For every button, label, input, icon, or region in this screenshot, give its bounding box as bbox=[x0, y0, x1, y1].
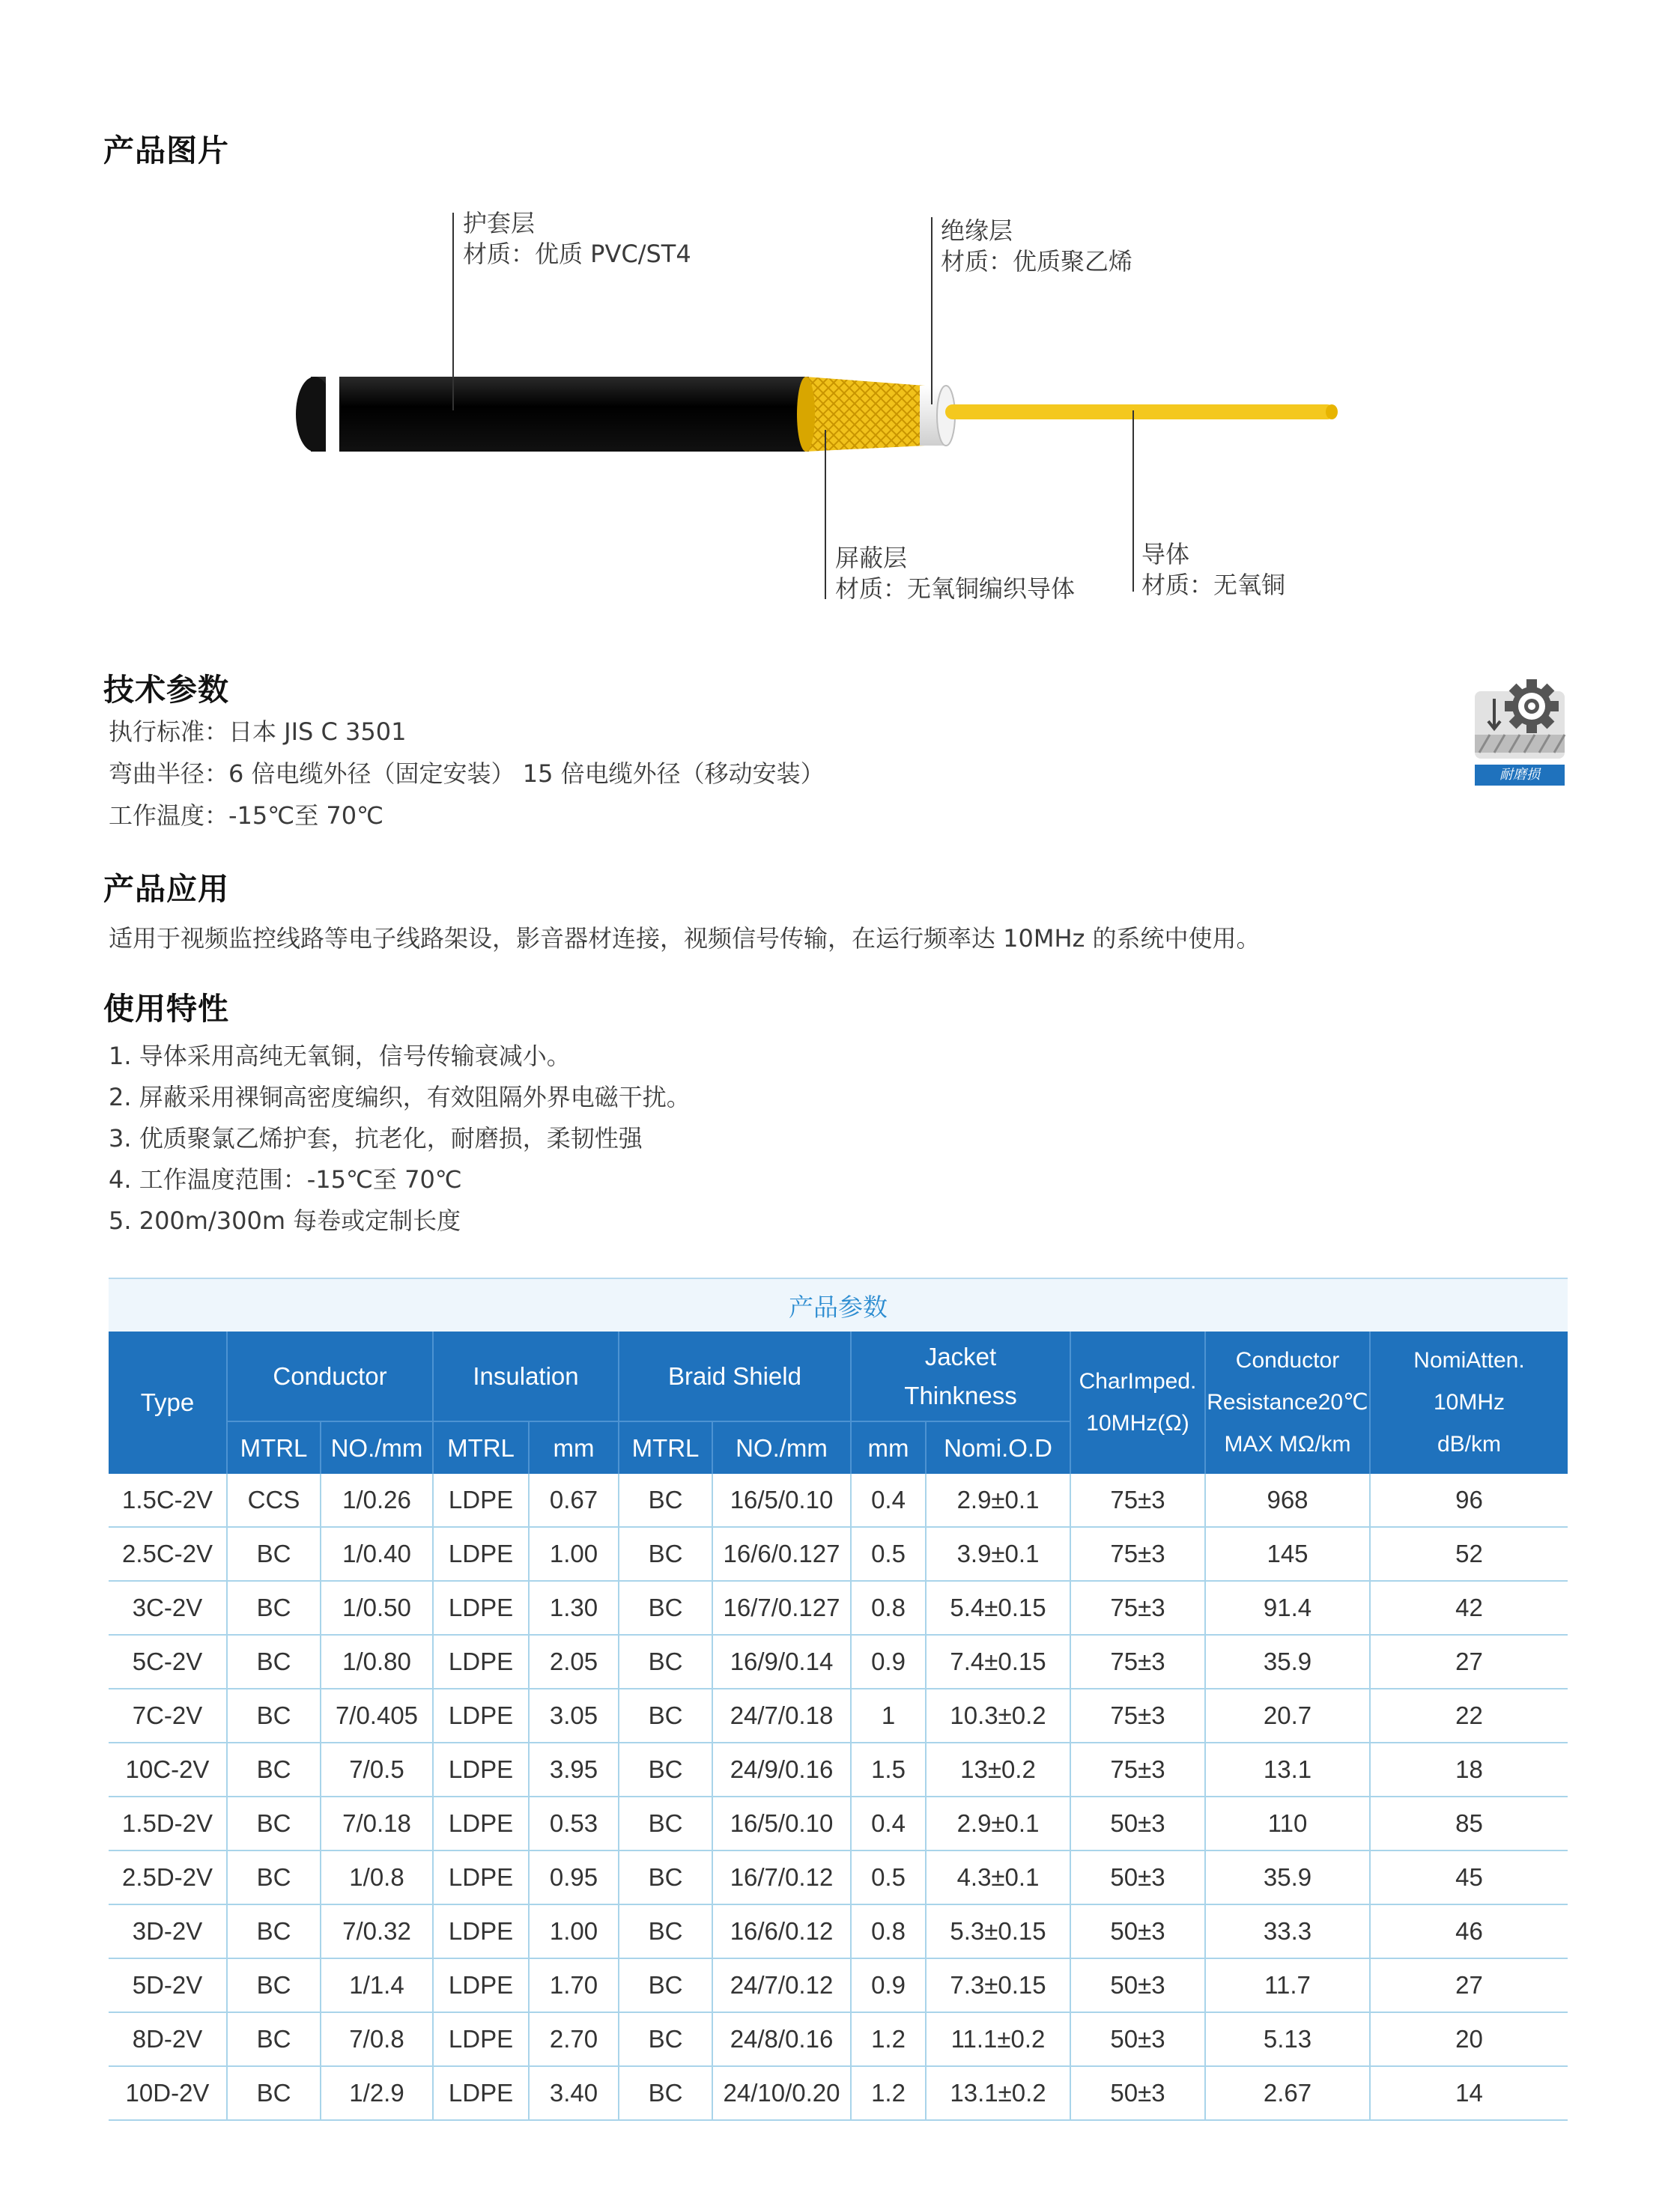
section-title-tech-params: 技术参数 bbox=[103, 672, 229, 708]
cell-braid-mtrl: BC bbox=[619, 1689, 712, 1743]
cell-type: 1.5D-2V bbox=[109, 1797, 227, 1850]
insulation-title: 绝缘层 bbox=[941, 216, 1013, 245]
cell-jacket-od: 4.3±0.1 bbox=[926, 1850, 1070, 1904]
cell-insulation-mm: 3.40 bbox=[529, 2066, 619, 2120]
cell-conductor-mtrl: CCS bbox=[227, 1474, 321, 1527]
cell-attenuation: 27 bbox=[1370, 1635, 1568, 1689]
cell-resistance: 13.1 bbox=[1205, 1743, 1370, 1797]
cell-jacket-mm: 0.5 bbox=[851, 1850, 926, 1904]
cell-conductor-no-mm: 1/0.80 bbox=[321, 1635, 433, 1689]
header-jacket-line1: Jacket bbox=[924, 1342, 997, 1370]
cell-insulation-mtrl: LDPE bbox=[433, 2012, 529, 2066]
cell-jacket-mm: 0.8 bbox=[851, 1581, 926, 1635]
header-braid-shield: Braid Shield bbox=[619, 1332, 851, 1421]
header-char-impedance bbox=[1070, 1332, 1205, 1474]
cell-jacket-od: 11.1±0.2 bbox=[926, 2012, 1070, 2066]
insulation-callout bbox=[941, 216, 1132, 277]
table-row bbox=[109, 1474, 1568, 1527]
cell-conductor-no-mm: 1/0.8 bbox=[321, 1850, 433, 1904]
cell-braid-mtrl: BC bbox=[619, 1474, 712, 1527]
application-text: 适用于视频监控线路等电子线路架设，影音器材连接，视频信号传输，在运行频率达 10MHz 的系统中使用。 bbox=[109, 924, 1261, 953]
cell-resistance: 5.13 bbox=[1205, 2012, 1370, 2066]
shield-layer bbox=[797, 377, 925, 452]
table-row bbox=[109, 1904, 1568, 1958]
table-row bbox=[109, 1958, 1568, 2012]
cell-impedance: 50±3 bbox=[1070, 1904, 1205, 1958]
header-imped-line1: CharImped. bbox=[1079, 1369, 1197, 1394]
cell-impedance: 50±3 bbox=[1070, 1958, 1205, 2012]
section-title-features: 使用特性 bbox=[103, 991, 229, 1027]
header-res-line2: Resistance20℃ bbox=[1207, 1390, 1368, 1415]
cell-braid-mtrl: BC bbox=[619, 1904, 712, 1958]
cell-resistance: 11.7 bbox=[1205, 1958, 1370, 2012]
header-insulation: Insulation bbox=[433, 1332, 619, 1421]
cell-insulation-mtrl: LDPE bbox=[433, 1743, 529, 1797]
cell-insulation-mtrl: LDPE bbox=[433, 1850, 529, 1904]
cell-resistance: 35.9 bbox=[1205, 1635, 1370, 1689]
header-atten-line3: dB/km bbox=[1437, 1432, 1502, 1457]
cell-conductor-mtrl: BC bbox=[227, 1904, 321, 1958]
header-atten-line2: 10MHz bbox=[1433, 1390, 1505, 1415]
cell-insulation-mm: 1.00 bbox=[529, 1904, 619, 1958]
subheader-braid-mtrl: MTRL bbox=[619, 1421, 712, 1474]
cell-jacket-mm: 0.4 bbox=[851, 1474, 926, 1527]
feature-item: 3. 优质聚氯乙烯护套，抗老化，耐磨损，柔韧性强 bbox=[109, 1124, 643, 1153]
cell-type: 3D-2V bbox=[109, 1904, 227, 1958]
cell-braid-mtrl: BC bbox=[619, 1958, 712, 2012]
table-row bbox=[109, 1850, 1568, 1904]
cell-insulation-mm: 1.70 bbox=[529, 1958, 619, 2012]
cell-braid-mtrl: BC bbox=[619, 1635, 712, 1689]
cell-insulation-mtrl: LDPE bbox=[433, 2066, 529, 2120]
cell-conductor-mtrl: BC bbox=[227, 1527, 321, 1581]
cell-resistance: 91.4 bbox=[1205, 1581, 1370, 1635]
section-title-product-image: 产品图片 bbox=[103, 133, 229, 168]
jacket-callout bbox=[463, 208, 691, 270]
cell-type: 2.5C-2V bbox=[109, 1527, 227, 1581]
cell-braid-no-mm: 24/7/0.12 bbox=[712, 1958, 851, 2012]
cell-conductor-no-mm: 7/0.18 bbox=[321, 1797, 433, 1850]
cell-impedance: 75±3 bbox=[1070, 1474, 1205, 1527]
cell-conductor-mtrl: BC bbox=[227, 1581, 321, 1635]
cell-braid-mtrl: BC bbox=[619, 1581, 712, 1635]
cell-conductor-no-mm: 7/0.405 bbox=[321, 1689, 433, 1743]
table-caption: 产品参数 bbox=[109, 1278, 1568, 1332]
cell-jacket-od: 13.1±0.2 bbox=[926, 2066, 1070, 2120]
feature-item: 5. 200m/300m 每卷或定制长度 bbox=[109, 1206, 461, 1235]
cell-conductor-no-mm: 7/0.8 bbox=[321, 2012, 433, 2066]
shield-callout bbox=[835, 543, 1075, 604]
cell-impedance: 75±3 bbox=[1070, 1527, 1205, 1581]
shield-material: 材质：无氧铜编织导体 bbox=[835, 574, 1076, 603]
feature-item: 1. 导体采用高纯无氧铜，信号传输衰减小。 bbox=[109, 1042, 571, 1070]
cell-braid-no-mm: 24/7/0.18 bbox=[712, 1689, 851, 1743]
cell-jacket-mm: 1.2 bbox=[851, 2012, 926, 2066]
cell-braid-no-mm: 24/8/0.16 bbox=[712, 2012, 851, 2066]
cell-attenuation: 85 bbox=[1370, 1797, 1568, 1850]
abrasion-resistant-badge bbox=[1473, 669, 1567, 789]
tech-standard: 执行标准：日本 JIS C 3501 bbox=[109, 717, 407, 746]
cell-conductor-no-mm: 1/0.40 bbox=[321, 1527, 433, 1581]
subheader-braid-no-mm: NO./mm bbox=[712, 1421, 851, 1474]
cell-jacket-od: 3.9±0.1 bbox=[926, 1527, 1070, 1581]
conductor-material: 材质：无氧铜 bbox=[1141, 571, 1286, 599]
cell-conductor-mtrl: BC bbox=[227, 1635, 321, 1689]
cell-jacket-od: 13±0.2 bbox=[926, 1743, 1070, 1797]
jacket-layer bbox=[296, 377, 809, 452]
cell-type: 8D-2V bbox=[109, 2012, 227, 2066]
subheader-jacket-mm: mm bbox=[851, 1421, 926, 1474]
cell-jacket-mm: 0.9 bbox=[851, 1958, 926, 2012]
cell-insulation-mtrl: LDPE bbox=[433, 1689, 529, 1743]
cell-braid-mtrl: BC bbox=[619, 2066, 712, 2120]
cell-impedance: 50±3 bbox=[1070, 2012, 1205, 2066]
cell-jacket-od: 5.3±0.15 bbox=[926, 1904, 1070, 1958]
cell-insulation-mtrl: LDPE bbox=[433, 1581, 529, 1635]
cell-insulation-mtrl: LDPE bbox=[433, 1474, 529, 1527]
cell-jacket-mm: 0.5 bbox=[851, 1527, 926, 1581]
subheader-insulation-mtrl: MTRL bbox=[433, 1421, 529, 1474]
cell-insulation-mtrl: LDPE bbox=[433, 1958, 529, 2012]
table-row bbox=[109, 2066, 1568, 2120]
cell-attenuation: 20 bbox=[1370, 2012, 1568, 2066]
cell-insulation-mm: 0.95 bbox=[529, 1850, 619, 1904]
cell-braid-mtrl: BC bbox=[619, 1527, 712, 1581]
cell-impedance: 75±3 bbox=[1070, 1581, 1205, 1635]
jacket-title: 护套层 bbox=[463, 209, 536, 237]
cell-attenuation: 52 bbox=[1370, 1527, 1568, 1581]
cell-jacket-od: 7.4±0.15 bbox=[926, 1635, 1070, 1689]
cable-structure-diagram bbox=[0, 0, 1680, 622]
cell-jacket-mm: 1.2 bbox=[851, 2066, 926, 2120]
cell-jacket-od: 2.9±0.1 bbox=[926, 1797, 1070, 1850]
cell-conductor-no-mm: 7/0.32 bbox=[321, 1904, 433, 1958]
header-type: Type bbox=[109, 1332, 227, 1474]
shield-title: 屏蔽层 bbox=[835, 544, 908, 572]
cell-insulation-mtrl: LDPE bbox=[433, 1797, 529, 1850]
cell-jacket-mm: 1.5 bbox=[851, 1743, 926, 1797]
cell-insulation-mm: 3.05 bbox=[529, 1689, 619, 1743]
cell-insulation-mtrl: LDPE bbox=[433, 1904, 529, 1958]
cell-attenuation: 27 bbox=[1370, 1958, 1568, 2012]
cell-type: 5C-2V bbox=[109, 1635, 227, 1689]
cell-type: 3C-2V bbox=[109, 1581, 227, 1635]
cell-resistance: 35.9 bbox=[1205, 1850, 1370, 1904]
subheader-conductor-no-mm: NO./mm bbox=[321, 1421, 433, 1474]
cell-attenuation: 45 bbox=[1370, 1850, 1568, 1904]
cell-jacket-od: 5.4±0.15 bbox=[926, 1581, 1070, 1635]
product-parameter-table bbox=[109, 1278, 1568, 2121]
cell-attenuation: 42 bbox=[1370, 1581, 1568, 1635]
subheader-insulation-mm: mm bbox=[529, 1421, 619, 1474]
cell-type: 7C-2V bbox=[109, 1689, 227, 1743]
cell-braid-no-mm: 16/7/0.12 bbox=[712, 1850, 851, 1904]
conductor-wire bbox=[945, 404, 1338, 419]
cell-resistance: 33.3 bbox=[1205, 1904, 1370, 1958]
cell-insulation-mtrl: LDPE bbox=[433, 1635, 529, 1689]
cell-insulation-mm: 2.05 bbox=[529, 1635, 619, 1689]
cell-braid-no-mm: 16/6/0.127 bbox=[712, 1527, 851, 1581]
conductor-title: 导体 bbox=[1141, 540, 1190, 568]
subheader-conductor-mtrl: MTRL bbox=[227, 1421, 321, 1474]
cell-conductor-mtrl: BC bbox=[227, 2012, 321, 2066]
header-res-line3: MAX MΩ/km bbox=[1224, 1432, 1351, 1457]
cell-insulation-mm: 1.30 bbox=[529, 1581, 619, 1635]
table-body bbox=[109, 1474, 1568, 2120]
conductor-callout bbox=[1141, 539, 1285, 601]
feature-item: 4. 工作温度范围：-15℃至 70℃ bbox=[109, 1165, 462, 1194]
cell-braid-no-mm: 24/9/0.16 bbox=[712, 1743, 851, 1797]
cell-type: 1.5C-2V bbox=[109, 1474, 227, 1527]
cell-braid-no-mm: 24/10/0.20 bbox=[712, 2066, 851, 2120]
tech-bend-radius: 弯曲半径：6 倍电缆外径（固定安装） 15 倍电缆外径（移动安装） bbox=[109, 759, 825, 788]
table-row bbox=[109, 1635, 1568, 1689]
subheader-jacket-od: Nomi.O.D bbox=[926, 1421, 1070, 1474]
insulation-material: 材质：优质聚乙烯 bbox=[941, 247, 1133, 276]
cell-braid-mtrl: BC bbox=[619, 2012, 712, 2066]
cell-braid-mtrl: BC bbox=[619, 1850, 712, 1904]
cell-braid-no-mm: 16/9/0.14 bbox=[712, 1635, 851, 1689]
header-nominal-attenuation bbox=[1370, 1332, 1568, 1474]
cell-conductor-no-mm: 1/2.9 bbox=[321, 2066, 433, 2120]
cell-braid-no-mm: 16/7/0.127 bbox=[712, 1581, 851, 1635]
cell-conductor-no-mm: 1/1.4 bbox=[321, 1958, 433, 2012]
cell-type: 5D-2V bbox=[109, 1958, 227, 2012]
cell-insulation-mm: 2.70 bbox=[529, 2012, 619, 2066]
cell-insulation-mm: 3.95 bbox=[529, 1743, 619, 1797]
cell-type: 10C-2V bbox=[109, 1743, 227, 1797]
cell-insulation-mm: 0.67 bbox=[529, 1474, 619, 1527]
cell-resistance: 110 bbox=[1205, 1797, 1370, 1850]
cell-insulation-mm: 1.00 bbox=[529, 1527, 619, 1581]
cell-braid-no-mm: 16/5/0.10 bbox=[712, 1797, 851, 1850]
cell-attenuation: 46 bbox=[1370, 1904, 1568, 1958]
table-row bbox=[109, 1743, 1568, 1797]
header-conductor: Conductor bbox=[227, 1332, 433, 1421]
cell-jacket-mm: 0.8 bbox=[851, 1904, 926, 1958]
table-row bbox=[109, 2012, 1568, 2066]
cell-jacket-mm: 1 bbox=[851, 1689, 926, 1743]
cell-resistance: 968 bbox=[1205, 1474, 1370, 1527]
table-row bbox=[109, 1689, 1568, 1743]
cell-type: 10D-2V bbox=[109, 2066, 227, 2120]
cell-jacket-mm: 0.9 bbox=[851, 1635, 926, 1689]
cell-attenuation: 22 bbox=[1370, 1689, 1568, 1743]
header-jacket bbox=[851, 1332, 1070, 1421]
cell-attenuation: 14 bbox=[1370, 2066, 1568, 2120]
cell-resistance: 20.7 bbox=[1205, 1689, 1370, 1743]
cell-jacket-od: 10.3±0.2 bbox=[926, 1689, 1070, 1743]
cell-type: 2.5D-2V bbox=[109, 1850, 227, 1904]
cell-attenuation: 18 bbox=[1370, 1743, 1568, 1797]
cell-conductor-mtrl: BC bbox=[227, 1797, 321, 1850]
cell-conductor-no-mm: 7/0.5 bbox=[321, 1743, 433, 1797]
table-row bbox=[109, 1797, 1568, 1850]
cell-attenuation: 96 bbox=[1370, 1474, 1568, 1527]
cell-braid-no-mm: 16/6/0.12 bbox=[712, 1904, 851, 1958]
cell-conductor-mtrl: BC bbox=[227, 2066, 321, 2120]
tech-temperature: 工作温度：-15℃至 70℃ bbox=[109, 801, 384, 830]
header-jacket-line2: Thinkness bbox=[904, 1381, 1017, 1409]
cell-braid-mtrl: BC bbox=[619, 1797, 712, 1850]
section-title-application: 产品应用 bbox=[103, 871, 229, 907]
cell-conductor-mtrl: BC bbox=[227, 1958, 321, 2012]
header-res-line1: Conductor bbox=[1235, 1348, 1340, 1373]
cell-braid-mtrl: BC bbox=[619, 1743, 712, 1797]
jacket-material: 材质：优质 PVC/ST4 bbox=[463, 240, 691, 268]
badge-label: 耐磨损 bbox=[1499, 767, 1540, 783]
cell-conductor-no-mm: 1/0.26 bbox=[321, 1474, 433, 1527]
cell-conductor-no-mm: 1/0.50 bbox=[321, 1581, 433, 1635]
cell-resistance: 2.67 bbox=[1205, 2066, 1370, 2120]
cell-impedance: 50±3 bbox=[1070, 2066, 1205, 2120]
cell-jacket-mm: 0.4 bbox=[851, 1797, 926, 1850]
header-imped-line2: 10MHz(Ω) bbox=[1086, 1411, 1189, 1436]
cell-conductor-mtrl: BC bbox=[227, 1850, 321, 1904]
cell-impedance: 75±3 bbox=[1070, 1689, 1205, 1743]
cell-impedance: 50±3 bbox=[1070, 1797, 1205, 1850]
table-row bbox=[109, 1581, 1568, 1635]
cell-impedance: 75±3 bbox=[1070, 1743, 1205, 1797]
cell-conductor-mtrl: BC bbox=[227, 1743, 321, 1797]
cell-conductor-mtrl: BC bbox=[227, 1689, 321, 1743]
header-conductor-resistance bbox=[1205, 1332, 1370, 1474]
cell-resistance: 145 bbox=[1205, 1527, 1370, 1581]
feature-item: 2. 屏蔽采用裸铜高密度编织，有效阻隔外界电磁干扰。 bbox=[109, 1083, 691, 1111]
cell-impedance: 50±3 bbox=[1070, 1850, 1205, 1904]
header-atten-line1: NomiAtten. bbox=[1413, 1348, 1525, 1373]
cell-jacket-od: 2.9±0.1 bbox=[926, 1474, 1070, 1527]
cell-insulation-mtrl: LDPE bbox=[433, 1527, 529, 1581]
cell-impedance: 75±3 bbox=[1070, 1635, 1205, 1689]
cell-braid-no-mm: 16/5/0.10 bbox=[712, 1474, 851, 1527]
cell-jacket-od: 7.3±0.15 bbox=[926, 1958, 1070, 2012]
table-row bbox=[109, 1527, 1568, 1581]
cell-insulation-mm: 0.53 bbox=[529, 1797, 619, 1850]
